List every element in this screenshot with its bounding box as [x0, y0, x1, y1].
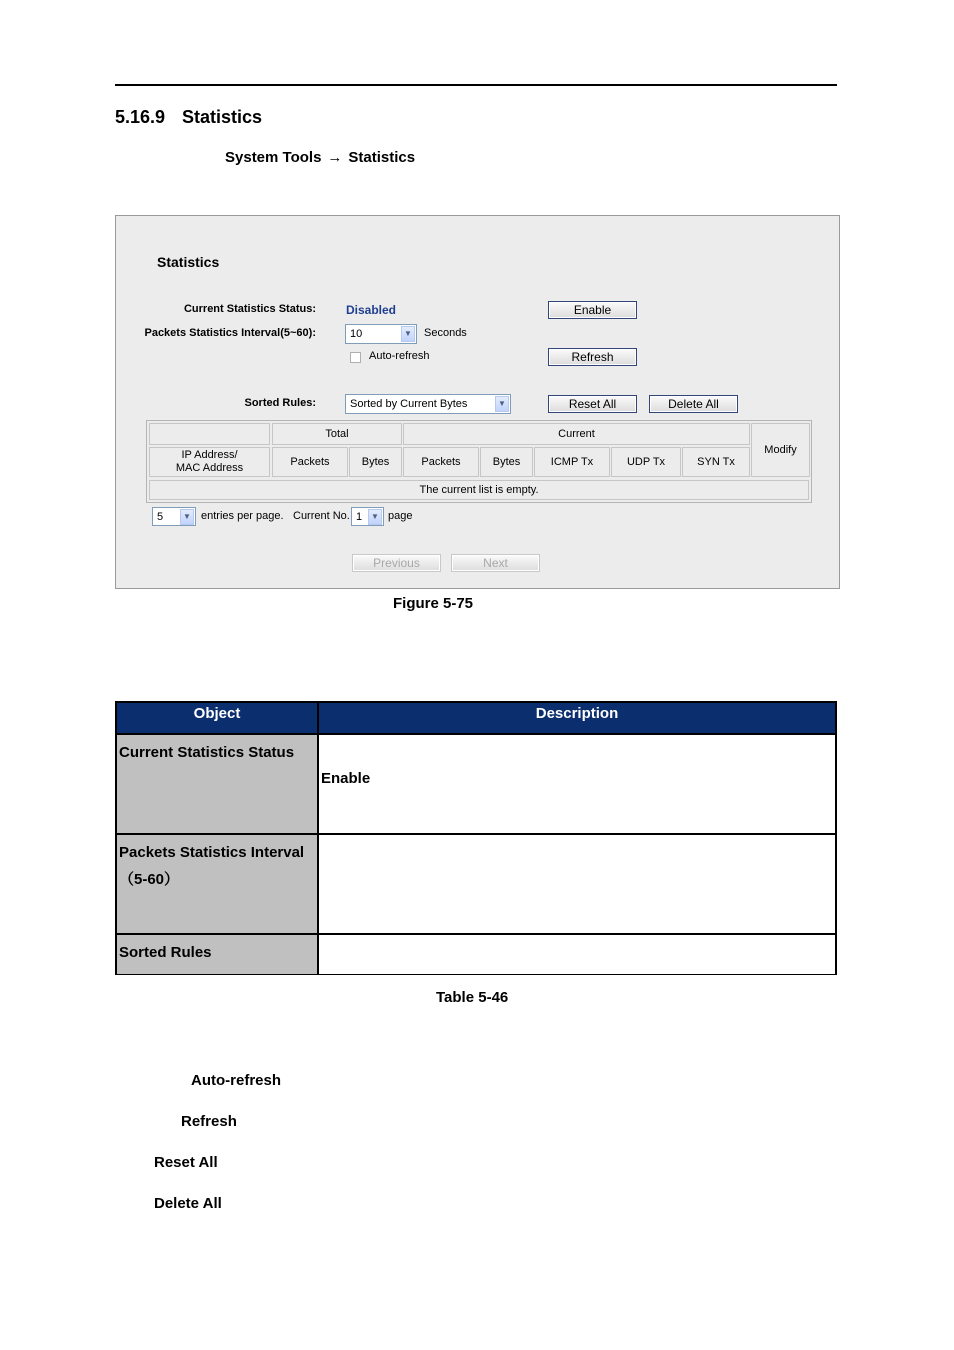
auto-refresh-label: Auto-refresh [369, 350, 430, 362]
table-row-object [116, 934, 318, 975]
delete-all-button[interactable]: Delete All [649, 395, 738, 413]
table-col-ip [149, 447, 270, 477]
section-title: Statistics [182, 107, 263, 127]
table-row-description [318, 834, 836, 934]
chevron-down-icon: ▼ [180, 509, 194, 525]
table-col-current-bytes: Bytes [480, 447, 533, 477]
table-header-description: Description [318, 702, 836, 734]
panel-title: Statistics [157, 254, 220, 270]
table-col-ip-line1: IP Address/ [181, 449, 238, 461]
refresh-button[interactable]: Refresh [548, 348, 637, 366]
table-empty-message: The current list is empty. [149, 480, 809, 500]
breadcrumb-current: Statistics [348, 149, 416, 166]
table-row-description [318, 934, 836, 975]
figure-caption: Figure 5-75 [393, 595, 474, 612]
sorted-rules-select[interactable] [345, 394, 511, 414]
interval-label: Packets Statistics Interval(5~60): [144, 327, 316, 339]
status-label: Current Statistics Status: [183, 303, 316, 315]
chevron-down-icon: ▼ [401, 326, 415, 342]
enable-button[interactable]: Enable [548, 301, 637, 319]
table-col-total-bytes: Bytes [349, 447, 402, 477]
table-header-blank [149, 423, 270, 445]
page-select[interactable] [351, 507, 384, 526]
row-object-text: Packets Statistics Interval [119, 844, 305, 861]
entries-value: 5 [157, 511, 164, 523]
breadcrumb-arrow-icon: → [327, 149, 343, 166]
section-number: 5.16.9 [115, 107, 166, 127]
interval-value: 10 [350, 328, 363, 340]
table-col-current-packets: Packets [403, 447, 479, 477]
table-row-description [318, 734, 836, 834]
entries-label: entries per page. [201, 510, 284, 522]
next-button[interactable]: Next [451, 554, 540, 572]
chevron-down-icon: ▼ [495, 396, 509, 412]
row-description-text: Enable [321, 770, 371, 787]
auto-refresh-checkbox[interactable] [350, 352, 361, 363]
term-auto-refresh: Auto-refresh [191, 1072, 282, 1089]
term-refresh: Refresh [181, 1113, 237, 1130]
table-col-icmp: ICMP Tx [534, 447, 610, 477]
current-no-value: 1 [356, 511, 363, 523]
statistics-table [146, 420, 812, 503]
chevron-down-icon: ▼ [368, 509, 382, 525]
current-no-label: Current No. [293, 510, 350, 522]
sorted-rules-value: Sorted by Current Bytes [350, 398, 468, 410]
interval-unit: Seconds [424, 327, 467, 339]
table-group-current: Current [403, 423, 750, 445]
header-rule [115, 84, 837, 86]
table-caption: Table 5-46 [436, 989, 509, 1006]
term-delete-all: Delete All [154, 1195, 222, 1212]
table-col-ip-line2: MAC Address [175, 462, 244, 474]
entries-select[interactable] [152, 507, 196, 526]
previous-button[interactable]: Previous [352, 554, 441, 572]
interval-select[interactable] [345, 324, 417, 344]
table-col-total-packets: Packets [272, 447, 348, 477]
term-reset-all: Reset All [154, 1154, 218, 1171]
table-col-udp: UDP Tx [611, 447, 681, 477]
reset-all-button[interactable]: Reset All [548, 395, 637, 413]
status-value: Disabled [346, 303, 397, 317]
sorted-rules-label: Sorted Rules: [244, 397, 316, 409]
breadcrumb-parent: System Tools [225, 149, 322, 166]
page-label: page [388, 510, 413, 522]
table-header-object: Object [116, 702, 318, 734]
table-group-total: Total [272, 423, 402, 445]
row-object-text: Current Statistics Status [119, 744, 295, 761]
table-row-object [116, 734, 318, 834]
table-col-modify: Modify [751, 423, 810, 477]
table-row-object [116, 834, 318, 934]
row-object-text: Sorted Rules [119, 944, 212, 961]
table-col-syn: SYN Tx [682, 447, 750, 477]
breadcrumb [225, 149, 415, 166]
statistics-panel [115, 215, 840, 589]
row-object-text: （5-60） [119, 871, 180, 888]
description-table [115, 701, 837, 975]
